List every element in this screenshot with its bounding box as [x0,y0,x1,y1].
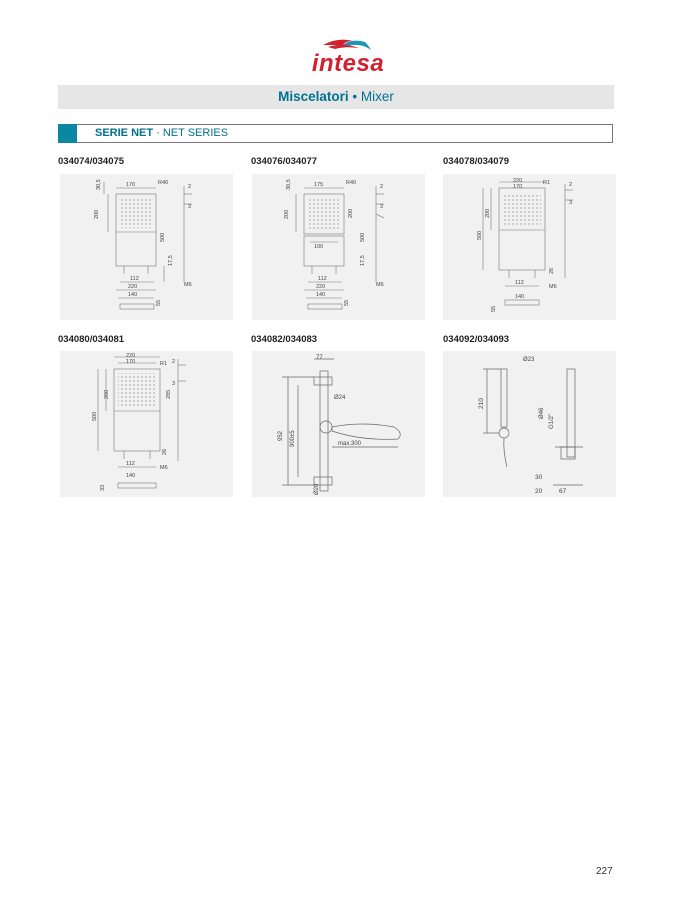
dim-label: 285 [166,389,172,399]
product-code: 034074/034075 [58,156,125,167]
dim-label: 2 [569,182,573,188]
dim-label: 55 [491,305,497,312]
dim-label: 2 [188,184,192,190]
hand-shower-drawing [443,351,616,497]
dim-label: 220 [128,284,138,290]
dim-label: 26 [549,267,555,274]
dim-label: 26 [162,448,168,455]
dim-label: 30,5 [96,179,102,190]
series-marker [58,124,77,143]
dim-label: 3 [380,204,384,210]
dim-label: 3 [569,200,573,206]
dim-label: 30 [535,474,543,481]
dim-label: 500 [477,230,483,240]
dim-label: 200 [348,208,354,218]
product-code: 034092/034093 [443,334,510,345]
dim-label: 140 [126,473,136,479]
dim-label: 112 [318,276,327,282]
dim-label: 900±5 [290,430,296,447]
technical-drawing [252,351,425,497]
title-separator: • [348,89,361,104]
dim-label: 2 [380,184,384,190]
dim-label: Ø46 [539,407,545,419]
title-sub: Mixer [360,89,394,104]
dim-label: 140 [128,292,138,298]
dim-label: 170 [126,359,136,365]
dim-label: 55 [344,299,350,306]
dim-label: Ø24 [334,395,346,401]
technical-drawing [443,174,616,320]
shower-head-drawing [60,174,233,320]
dim-label: 200 [485,208,491,218]
shower-rail-drawing [252,351,425,497]
dim-label: 2 [172,359,176,365]
product-code: 034076/034077 [251,156,318,167]
dim-label: 17,5 [168,255,174,266]
dim-label: 67 [559,488,567,495]
dim-label: max.300 [338,441,362,447]
dim-label: G1/2" [549,413,555,429]
dim-label: 33 [100,484,106,491]
dim-label: 20 [535,488,543,495]
dim-label: 500 [360,232,366,242]
dim-label: 210 [478,398,485,409]
dim-label: 112 [515,280,524,286]
dim-label: R40 [158,180,169,186]
section-title-bar [58,85,614,109]
shower-head-drawing [252,174,425,320]
dim-label: 17,5 [360,255,366,266]
dim-label: 200 [104,389,110,399]
dim-label: 220 [513,178,523,184]
dim-label: R1 [160,361,168,367]
dim-label: 200 [94,209,100,219]
series-name: SERIE NET [95,127,154,139]
dim-label: 3 [188,204,192,210]
dim-label: M6 [376,282,384,288]
dim-label: 200 [284,209,290,219]
dim-label: 170 [513,184,523,190]
dim-label: 220 [126,353,136,359]
page-number: 227 [596,866,613,877]
dim-label: 55 [156,299,162,306]
shower-head-drawing [60,351,233,497]
series-sub: NET SERIES [162,127,229,139]
dim-label: 112 [130,276,139,282]
dim-label: 77 [316,355,323,361]
product-code: 034078/034079 [443,156,510,167]
section-title [58,89,614,104]
dim-label: 500 [92,411,98,421]
dim-label: 100 [314,244,324,250]
dim-label: 140 [316,292,326,298]
dim-label: 30,5 [286,179,292,190]
dim-label: M6 [184,282,192,288]
series-separator: · [153,127,163,139]
dim-label: 140 [515,294,525,300]
technical-drawing [443,351,616,497]
product-code: 034080/034081 [58,334,125,345]
dim-label: 500 [160,232,166,242]
dim-label: R40 [346,180,357,186]
dim-label: 112 [126,461,135,467]
dim-label: R1 [543,180,551,186]
product-code: 034082/034083 [251,334,318,345]
dim-label: 952 [278,430,284,441]
dim-label: M6 [549,284,557,290]
shower-head-drawing [443,174,616,320]
dim-label: 175 [314,182,324,188]
technical-drawing [60,351,233,497]
dim-label: Ø23 [523,357,535,363]
dim-label: Ø20 [314,483,320,495]
series-title [95,127,228,139]
dim-label: 220 [316,284,326,290]
dim-label: 170 [126,182,136,188]
technical-drawing [60,174,233,320]
dim-label: 3 [172,381,176,387]
title-main: Miscelatori [278,89,349,104]
technical-drawing [252,174,425,320]
brand-wordmark: intesa [311,50,385,77]
dim-label: M6 [160,465,168,471]
brand-logo [293,36,403,80]
